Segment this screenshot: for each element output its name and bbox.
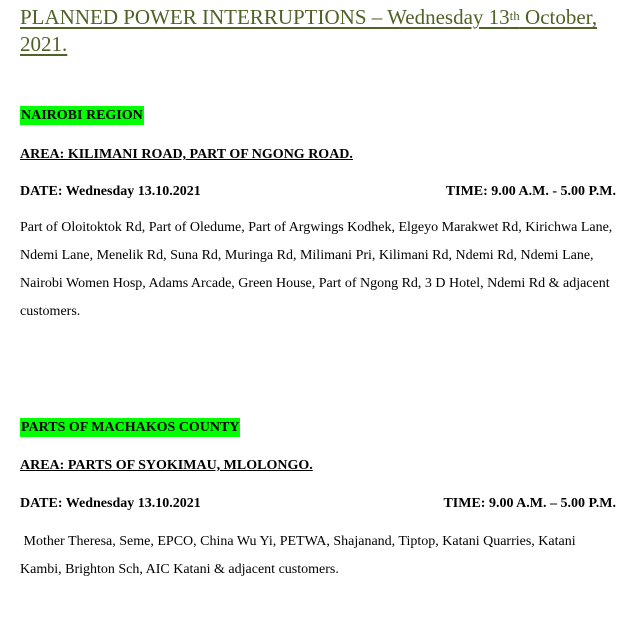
page-title: PLANNED POWER INTERRUPTIONS – Wednesday 13th October, 2021.	[20, 5, 598, 56]
time-label: TIME: 9.00 A.M. - 5.00 P.M.	[445, 184, 616, 199]
date-time-row-machakos	[20, 494, 616, 513]
affected-areas-machakos: Mother Theresa, Seme, EPCO, China Wu Yi, PETWA, Shajanand, Tiptop, Katani Quarries, Katani Kambi, Brighton Sch, AIC Katani & adjacent customers.	[20, 534, 580, 577]
affected-areas-nairobi: Part of Oloitoktok Rd, Part of Oledume, Part of Argwings Kodhek, Elgeyo Marakwet Rd, Kirichwa Lane, Ndemi Lane, Menelik Rd, Suna Rd, Muringa Rd, Milimani Pri, Kilimani Rd, Ndemi Rd, Ndemi Lane, Nairobi Women Hosp, Adams Arcade, Green House, Part of Ngong Rd, 3 D Hotel, Ndemi Rd & adjacent customers.	[20, 220, 613, 319]
area-heading-nairobi: AREA: KILIMANI ROAD, PART OF NGONG ROAD.	[20, 147, 353, 162]
time-label: TIME: 9.00 A.M. – 5.00 P.M.	[443, 496, 616, 511]
date-label: DATE: Wednesday 13.10.2021	[20, 184, 201, 199]
region-heading-nairobi: NAIROBI REGION	[21, 108, 143, 123]
date-time-row-nairobi	[20, 182, 616, 201]
date-label: DATE: Wednesday 13.10.2021	[20, 496, 201, 511]
area-heading-machakos: AREA: PARTS OF SYOKIMAU, MLOLONGO.	[20, 458, 313, 473]
region-heading-machakos: PARTS OF MACHAKOS COUNTY	[21, 420, 240, 435]
